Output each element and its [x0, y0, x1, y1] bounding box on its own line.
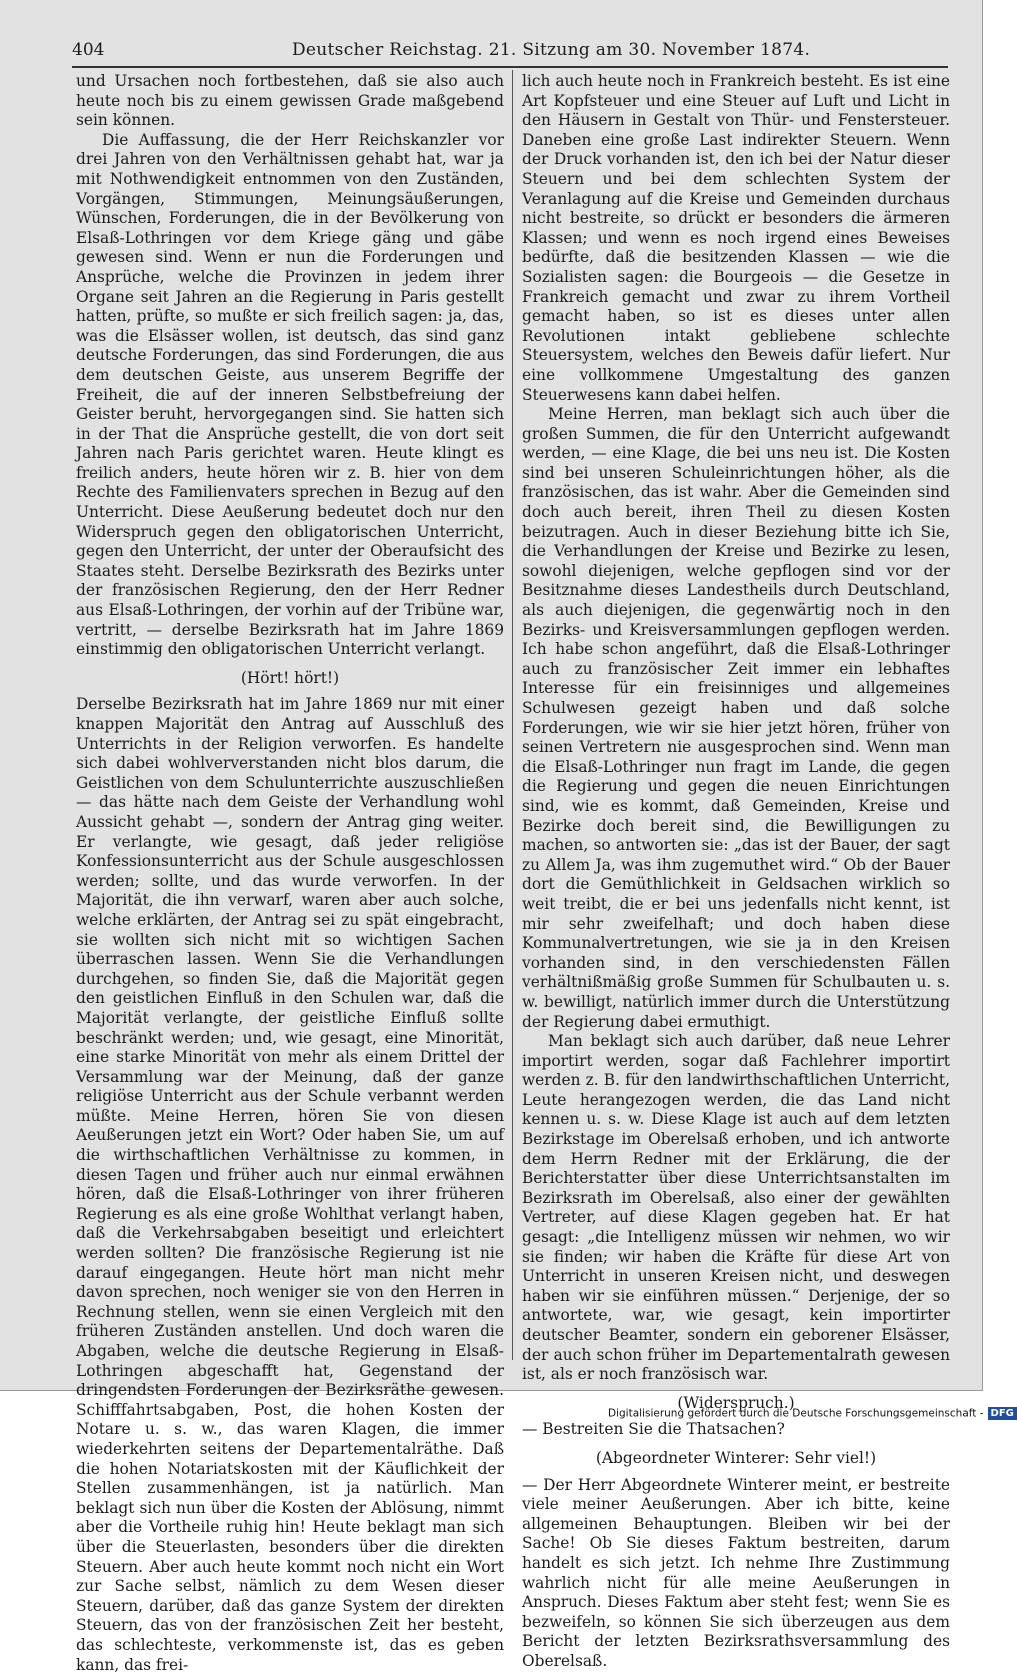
interjection: (Abgeordneter Winterer: Sehr viel!): [595, 1448, 877, 1467]
dfg-logo: DFG: [988, 1407, 1017, 1420]
right-column: [522, 72, 950, 1672]
interjection: (Hört! hört!): [240, 668, 340, 687]
paragraph: Derselbe Bezirksrath hat im Jahre 1869 nur mit einer knappen Majorität den Antrag auf Ausschluß des Unterrichts in der Religion verworfen. Es handelte sich dabei wohlververstanden nicht blos darum, die Geistlichen von dem Schulunterrichte auszuschließen — das hätte nach dem Geiste der Verhandlung wohl Aussicht gehabt —, sondern der Antrag ging weiter. Er verlangte, wie gesagt, daß jeder religiöse Konfessionsunterricht aus der Schule ausgeschlossen werden; sollte, und das wurde verworfen. In der Majorität, die ihn verwarf, waren aber auch solche, welche erklärten, der Antrag sei zu spät eingebracht, sie wollten sich nicht mit so wichtigen Sachen überraschen lassen. Wenn Sie die Verhandlungen durchgehen, so finden Sie, daß die Majorität gegen den geistlichen Einfluß in den Schulen war, daß die Majorität verlangte, der geistliche Einfluß sollte beschränkt werden; und, wie gesagt, eine Minorität, eine starke Minorität von mehr als einem Drittel der Versammlung war der Meinung, daß der ganze religiöse Unterricht aus der Schule verbannt werden müßte. Meine Herren, hören Sie von diesen Aeußerungen jetzt ein Wort? Oder haben Sie, um auf die wirthschaftlichen Verhältnisse zu kommen, in diesen Tagen und früher auch nur einmal erwähnen hören, daß die Elsaß-Lothringer von ihrer früheren Regierung es als eine große Wohlthat verlangt haben, daß die Verkehrsabgaben beseitigt und erleichtert werden sollten? Die französische Regierung ist nie darauf eingegangen. Heute hört man nicht mehr davon sprechen, noch weniger sie von den Herren in Rechnung stellen, wenn sie einen Vergleich mit den früheren Zuständen anstellen. Und doch waren die Abgaben, welche die deutsche Regierung in Elsaß-Lothringen abgeschafft hat, Gegenstand der dringendsten Forderungen der Bezirksräthe gewesen. Schifffahrtsabgaben, Post, die hohen Kosten der Notare u. s. w., das waren Klagen, die immer wiederkehrten seitens der Departementalräthe. Daß die hohen Notariatskosten mit der Käuflichkeit der Stellen zusammenhängen, ist ja natürlich. Man beklagt sich nun über die Kosten der Ablösung, nimmt aber die Vortheile ruhig hin! Heute beklagt man sich über die Steuerlasten, besonders über die direkten Steuern. Aber auch heute kommt noch nicht ein Wort zur Sache selbst, nämlich zu dem Wesen dieser Steuern, darüber, daß das ganze System der direkten Steuern, das von der französischen Zeit her besteht, das schlechteste, verkommenste ist, das es geben kann, das frei-: [76, 695, 504, 1674]
paragraph: und Ursachen noch fortbestehen, daß sie also auch heute noch bis zu einem gewissen Grade maßgebend sein können.: [76, 72, 504, 130]
credit-text: Digitalisierung gefördert durch die Deutsche Forschungsgemeinschaft -: [608, 1407, 984, 1420]
page-header: [72, 38, 947, 68]
column-divider: [512, 70, 513, 1360]
digitization-credit: [608, 1407, 1014, 1423]
header-rule: [72, 66, 948, 68]
interjection: (Widerspruch.): [677, 1393, 795, 1412]
paragraph: Die Auffassung, die der Herr Reichskanzler vor drei Jahren von den Verhältnissen gehabt hat, war ja mit Nothwendigkeit entnommen von den Zuständen, Vorgängen, Stimmungen, Meinungsäußerungen, Wünschen, Forderungen, die in der Bevölkerung von Elsaß-Lothringen vor dem Kriege gäng und gäbe gewesen sind. Wenn er nun die Forderungen und Ansprüche, welche die Provinzen in jedem ihrer Organe seit Jahren an die Regierung in Paris gestellt hatten, prüfte, so mußte er sich freilich sagen: ja, das, was die Elsässer wollen, ist deutsch, das sind ganz deutsche Forderungen, das sind Forderungen, die aus dem deutschen Geiste, aus unserem Begriffe der Freiheit, die auf der inneren Selbstbefreiung der Geister beruht, hervorgegangen sind. Sie hatten sich in der That die Ansprüche gestellt, die von dort seit Jahren nach Paris gerichtet waren. Heute klingt es freilich anders, heute hören wir z. B. hier von dem Rechte des Familienvaters sprechen in Bezug auf den Unterricht. Diese Aeußerung bedeutet doch nur den Widerspruch gegen den obligatorischen Unterricht, gegen den Unterricht, der unter der Oberaufsicht des Staates steht. Derselbe Bezirksrath des Bezirks unter der französischen Regierung, den der Herr Redner aus Elsaß-Lothringen, der vorhin auf der Tribüne war, vertritt, — derselbe Bezirksrath hat im Jahre 1869 einstimmig den obligatorischen Unterricht verlangt.: [76, 130, 504, 659]
paragraph: — Der Herr Abgeordnete Winterer meint, er bestreite viele meiner Aeußerungen. Aber ich bitte, keine allgemeinen Behauptungen. Bleiben wir bei der Sache! Ob Sie dieses Faktum bestreiten, darum handelt es sich jetzt. Ich nehme Ihre Zustimmung wahrlich nicht für alle meine Aeußerungen in Anspruch. Dieses Faktum aber steht fest; wenn Sie es bezweifeln, so können Sie sich überzeugen aus dem Bericht der letzten Bezirksrathsversammlung des Oberelsaß.: [522, 1475, 950, 1670]
page-number: 404: [72, 40, 105, 60]
paragraph: — Bestreiten Sie die Thatsachen?: [522, 1420, 785, 1439]
paragraph: lich auch heute noch in Frankreich besteht. Es ist eine Art Kopfsteuer und eine Steuer auf Luft und Licht in den Häusern in Gestalt von Thür- und Fenstersteuer. Daneben eine große Last indirekter Steuern. Wenn der Druck vorhanden ist, den ich bei der Natur dieser Steuern und bei dem schlechten System der Veranlagung auf die Kreise und Gemeinden durchaus nicht bestreite, so drückt er besonders die ärmeren Klassen; und wenn es noch irgend eines Beweises bedürfte, daß die besitzenden Klassen — wie die Sozialisten sagen: die Bourgeois — die Gesetze in Frankreich gemacht und zwar zu ihrem Vortheil gemacht haben, so ist es dieses unter allen Revolutionen intakt gebliebene schlechte Steuersystem, welches den Beweis dafür liefert. Nur eine vollkommene Umgestaltung des ganzen Steuerwesens kann dabei helfen.: [522, 72, 950, 404]
left-column: [76, 72, 504, 1675]
running-head: Deutscher Reichstag. 21. Sitzung am 30. November 1874.: [292, 40, 811, 60]
paragraph: Meine Herren, man beklagt sich auch über die großen Summen, die für den Unterricht aufgewandt werden, — eine Klage, die bei uns neu ist. Die Kosten sind bei unseren Schuleinrichtungen höher, als die französischen, das ist wahr. Aber die Gemeinden sind doch auch bereit, ihren Theil zu diesen Kosten beizutragen. Auch in dieser Beziehung bitte ich Sie, die Verhandlungen der Kreise und Bezirke zu lesen, sowohl diejenigen, welche gepflogen sind vor der Besitznahme dieses Landestheils durch Deutschland, als auch diejenigen, die gegenwärtig noch in den Bezirks- und Kreisversammlungen gepflogen werden. Ich habe schon angeführt, daß die Elsaß-Lothringer auch zu französischer Zeit immer ein lebhaftes Interesse für ein freisinniges und allgemeines Schulwesen gezeigt haben und daß solche Forderungen, wie wir sie hier jetzt hören, früher von seinen Vertretern nie ausgesprochen sind. Wenn man die Elsaß-Lothringer nun fragt im Lande, die gegen die Regierung und gegen die neuen Einrichtungen sind, wie es kommt, daß Gemeinden, Kreise und Bezirke doch bereit sind, die Bewilligungen zu machen, so antworten sie: „das ist der Bauer, der sagt zu Allem Ja, was ihm zugemuthet wird.“ Ob der Bauer dort die Gemüthlichkeit in Geldsachen wirklich so weit treibt, die er bei uns jedenfalls nicht kennt, ist mir sehr zweifelhaft; und doch haben diese Kommunalvertretungen, wie sie ja in den Kreisen vorhanden sind, in den verschiedensten Fällen verhältnißmäßig große Summen für Schulbauten u. s. w. bewilligt, natürlich immer durch die Unterstützung der Regierung dabei ermuthigt.: [522, 405, 950, 1031]
paragraph: Man beklagt sich auch darüber, daß neue Lehrer importirt werden, sogar daß Fachlehrer importirt werden z. B. für den landwirthschaftlichen Unterricht, Leute herangezogen werden, die das Land nicht kennen u. s. w. Diese Klage ist auch auf dem letzten Bezirkstage im Oberelsaß erhoben, und ich antworte dem Herrn Redner mit der Erklärung, die der Berichterstatter über diese Unterrichtsanstalten im Bezirksrath im Oberelsaß, also einer der gewählten Vertreter, auf diese Klagen gegeben hat. Er hat gesagt: „die Intelligenz müssen wir nehmen, wo wir sie finden; wir haben die Kräfte für diese Art von Unterricht in unseren Kreisen nicht, und deswegen haben wir sie einführen müssen.“ Derjenige, der so antwortete, war, wie gesagt, kein importirter deutscher Beamter, sondern ein geborener Elsässer, der auch schon früher im Departementalrath gewesen ist, als er noch französisch war.: [522, 1032, 950, 1384]
